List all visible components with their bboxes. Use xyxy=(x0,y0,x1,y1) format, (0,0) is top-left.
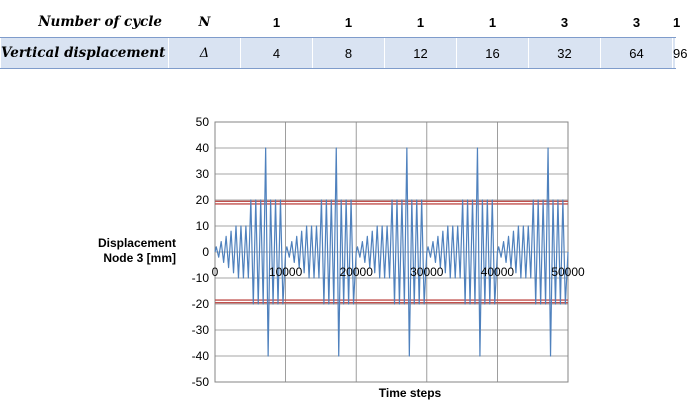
table-cell: 1 xyxy=(385,7,457,38)
y-tick-label: -10 xyxy=(191,271,209,285)
table-cell: 1 xyxy=(241,7,313,38)
table-cell: 8 xyxy=(313,38,385,69)
x-axis-label: Time steps xyxy=(378,386,442,400)
table-cell: 64 xyxy=(601,38,673,69)
row-symbol: Δ xyxy=(169,38,241,69)
x-tick-label: 50000 xyxy=(551,265,585,279)
row-symbol: N xyxy=(169,7,241,38)
y-tick-label: -30 xyxy=(191,323,209,337)
y-tick-label: 50 xyxy=(195,115,209,129)
table-row-cycles xyxy=(1,7,676,38)
x-tick-label: 10000 xyxy=(268,265,303,279)
table-cell: 1 xyxy=(673,7,676,38)
x-tick-label: 40000 xyxy=(480,265,515,279)
table-cell: 12 xyxy=(385,38,457,69)
y-axis-label: Displacement Node 3 [mm] xyxy=(97,236,176,265)
y-tick-labels xyxy=(192,115,210,389)
table-row-displacement xyxy=(1,38,676,69)
y-tick-label: 0 xyxy=(202,245,209,259)
row-label: Number of cycle xyxy=(1,7,169,38)
table-cell: 3 xyxy=(529,7,601,38)
table-cell: 4 xyxy=(241,38,313,69)
table-cell: 16 xyxy=(457,38,529,69)
y-tick-label: 40 xyxy=(195,141,209,155)
row-label: Vertical displacement xyxy=(1,38,169,69)
y-tick-label: 10 xyxy=(195,219,209,233)
table-cell: 96 xyxy=(673,38,676,69)
table-cell: 3 xyxy=(601,7,673,38)
y-tick-label: -50 xyxy=(191,375,209,389)
x-tick-label: 30000 xyxy=(410,265,444,279)
x-tick-label: 20000 xyxy=(339,265,373,279)
table-cell: 32 xyxy=(529,38,601,69)
y-tick-label: 20 xyxy=(195,193,209,207)
table-cell: 1 xyxy=(457,7,529,38)
y-tick-label: -20 xyxy=(191,297,209,311)
table-cell: 1 xyxy=(313,7,385,38)
x-tick-label: 0 xyxy=(211,265,219,279)
y-tick-label: -40 xyxy=(191,349,209,363)
loading-protocol-table xyxy=(0,6,687,69)
y-tick-label: 30 xyxy=(195,167,209,181)
